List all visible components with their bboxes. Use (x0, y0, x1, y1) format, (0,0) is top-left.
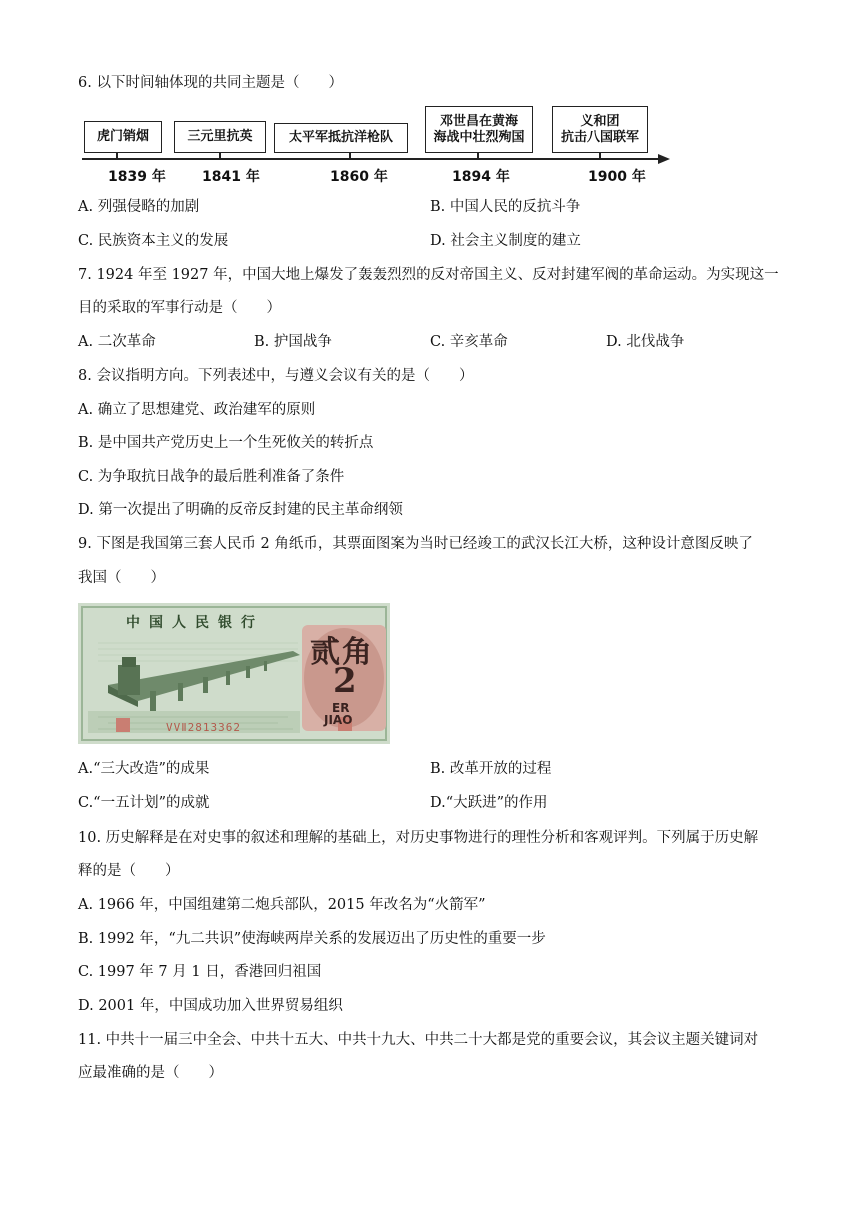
q10-option-d[interactable]: D. 2001 年，中国成功加入世界贸易组织 (78, 998, 343, 1014)
timeline-year-3: 1860 年 (330, 169, 388, 185)
q8-option-a[interactable]: A. 确立了思想建党、政治建军的原则 (78, 402, 316, 418)
q6-timeline (80, 104, 680, 190)
banknote-image (78, 603, 390, 744)
q8-option-d[interactable]: D. 第一次提出了明确的反帝反封建的民主革命纲领 (78, 502, 403, 518)
timeline-event-5: 义和团 抗击八国联军 (552, 106, 648, 153)
q8-option-c[interactable]: C. 为争取抗日战争的最后胜利准备了条件 (78, 469, 345, 485)
q7-stem-line2: 目的采取的军事行动是（ ） (78, 300, 281, 316)
q10-stem-line1: 10. 历史解释是在对史事的叙述和理解的基础上，对历史事物进行的理性分析和客观评判。下列属于历史解 (78, 830, 759, 846)
q10-option-c[interactable]: C. 1997 年 7 月 1 日，香港回归祖国 (78, 964, 322, 980)
banknote-denomination: 贰角 (310, 635, 374, 670)
q9-option-a[interactable]: A.“三大改造”的成果 (78, 761, 210, 777)
banknote-numeral: 2 (333, 661, 357, 701)
q11-stem-line2: 应最准确的是（ ） (78, 1065, 223, 1081)
timeline-event-1: 虎门销烟 (84, 121, 162, 153)
q6-option-c[interactable]: C. 民族资本主义的发展 (78, 233, 229, 249)
q8-stem: 8. 会议指明方向。下列表述中，与遵义会议有关的是（ ） (78, 368, 474, 384)
q9-option-c[interactable]: C.“一五计划”的成就 (78, 795, 210, 811)
q9-stem-line2: 我国（ ） (78, 570, 165, 586)
q9-option-d[interactable]: D.“大跃进”的作用 (430, 795, 548, 811)
q6-option-b[interactable]: B. 中国人民的反抗斗争 (430, 199, 581, 215)
q9-stem-line1: 9. 下图是我国第三套人民币 2 角纸币，其票面图案为当时已经竣工的武汉长江大桥，这种设计意图反映了 (78, 536, 753, 552)
q10-option-b[interactable]: B. 1992 年，“九二共识”使海峡两岸关系的发展迈出了历史性的重要一步 (78, 931, 546, 947)
banknote-pinyin-jiao: JIAO (324, 713, 353, 727)
q8-option-b[interactable]: B. 是中国共产党历史上一个生死攸关的转折点 (78, 435, 374, 451)
banknote-pinyin-er: ER (332, 701, 350, 715)
q9-option-b[interactable]: B. 改革开放的过程 (430, 761, 552, 777)
q7-option-b[interactable]: B. 护国战争 (254, 334, 332, 350)
q7-option-c[interactable]: C. 辛亥革命 (430, 334, 508, 350)
q7-option-a[interactable]: A. 二次革命 (78, 334, 156, 350)
timeline-event-2: 三元里抗英 (174, 121, 266, 153)
timeline-year-2: 1841 年 (202, 169, 260, 185)
q6-option-d[interactable]: D. 社会主义制度的建立 (430, 233, 581, 249)
timeline-year-4: 1894 年 (452, 169, 510, 185)
banknote-serial: VVⅡ2813362 (166, 721, 242, 734)
timeline-event-4: 邓世昌在黄海 海战中壮烈殉国 (425, 106, 533, 153)
q11-stem-line1: 11. 中共十一届三中全会、中共十五大、中共十九大、中共二十大都是党的重要会议，其会议主题关键词对 (78, 1032, 759, 1048)
timeline-year-5: 1900 年 (588, 169, 646, 185)
timeline-event-3: 太平军抵抗洋枪队 (274, 123, 408, 153)
q7-option-d[interactable]: D. 北伐战争 (606, 334, 685, 350)
q6-stem: 6. 以下时间轴体现的共同主题是（ ） (78, 75, 343, 91)
q10-stem-line2: 释的是（ ） (78, 863, 180, 879)
banknote-bank-name: 中国人民银行 (126, 615, 264, 631)
q7-stem-line1: 7. 1924 年至 1927 年，中国大地上爆发了轰轰烈烈的反对帝国主义、反对封建军阀的革命运动。为实现这一 (78, 267, 779, 283)
timeline-year-1: 1839 年 (108, 169, 166, 185)
q6-option-a[interactable]: A. 列强侵略的加剧 (78, 199, 200, 215)
q10-option-a[interactable]: A. 1966 年，中国组建第二炮兵部队，2015 年改名为“火箭军” (78, 897, 486, 913)
